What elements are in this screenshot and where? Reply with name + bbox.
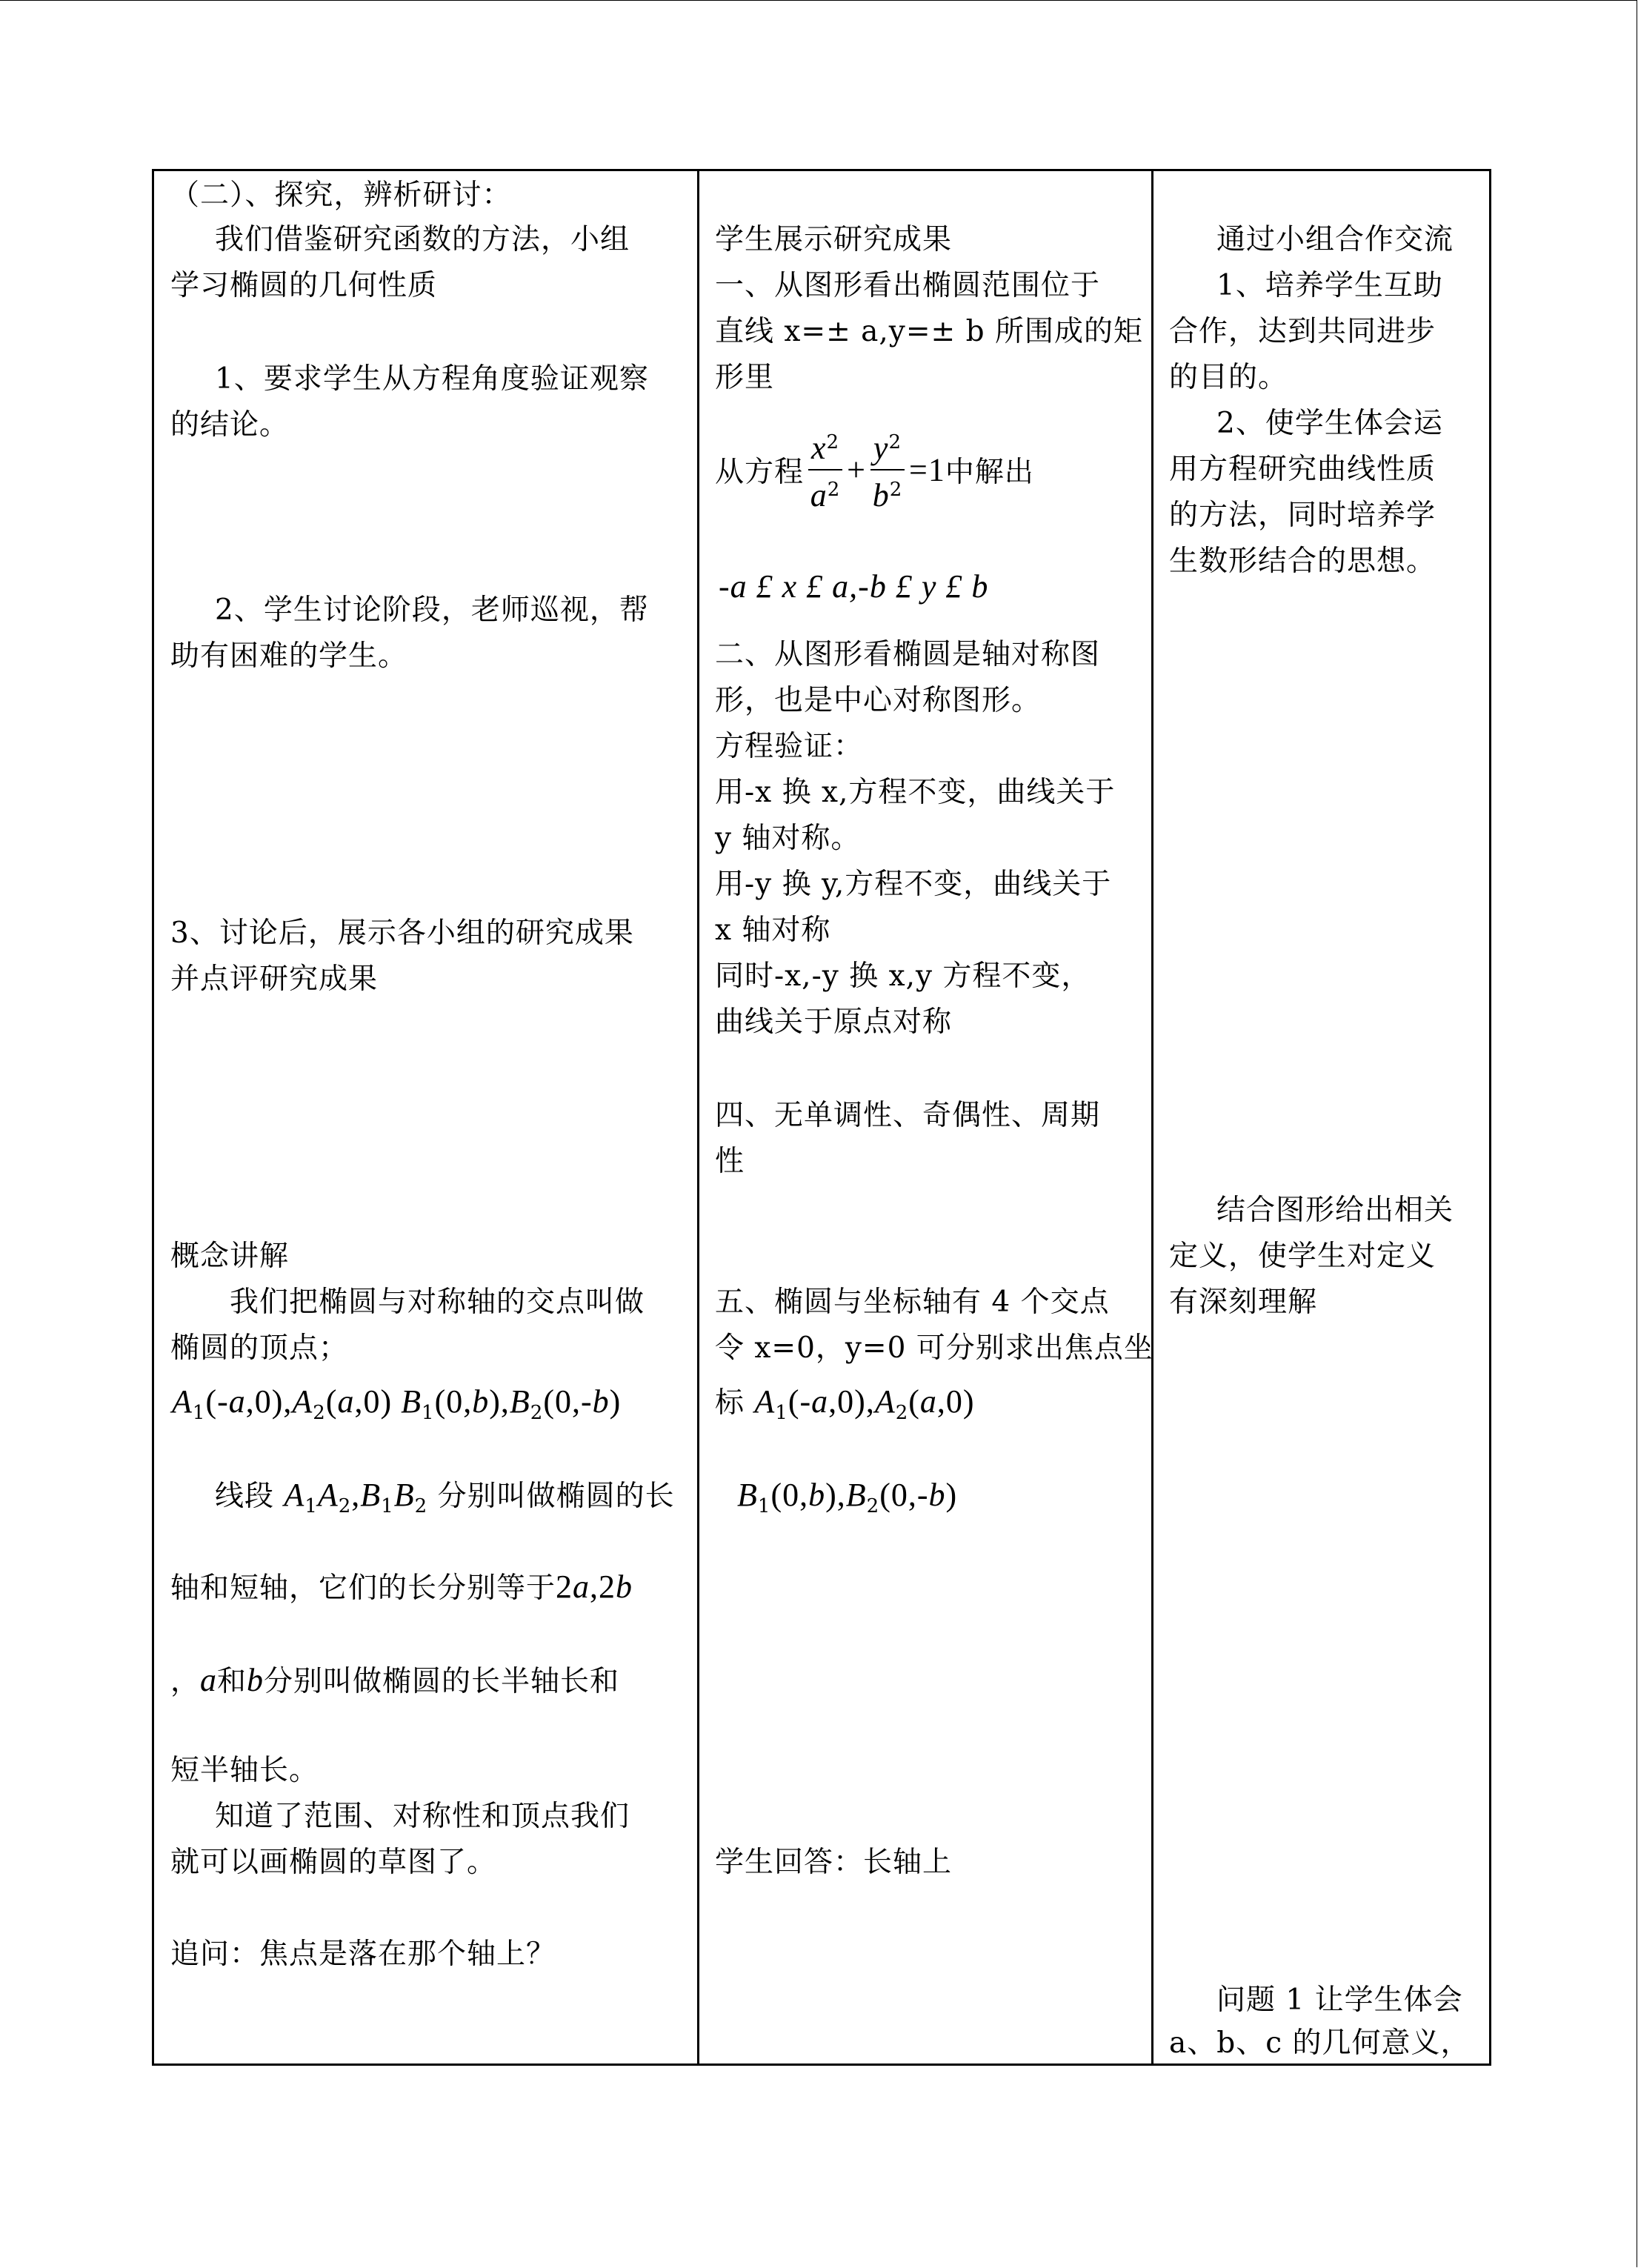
semi-axes-line: ，a和b分别叫做椭圆的长半轴长和: [170, 1662, 620, 1698]
step3-line-2: 并点评研究成果: [170, 962, 379, 996]
sym-y-line-2: x 轴对称: [715, 914, 831, 947]
intent-line-4: 的目的。: [1169, 361, 1288, 394]
follow-up-question: 追问：焦点是落在那个轴上？: [170, 1938, 556, 1971]
step1-line-1: 1、要求学生从方程角度验证观察: [215, 362, 649, 396]
concept-title: 概念讲解: [170, 1240, 290, 1273]
sym-y-line-1: 用-y 换 y,方程不变，曲线关于: [715, 868, 1112, 901]
vertex-def-line-2: 椭圆的顶点；: [170, 1331, 349, 1365]
question-intent-1: 问题 1 让学生体会: [1216, 1983, 1463, 2017]
property-four-line-2: 性: [715, 1145, 745, 1178]
definition-intent-3: 有深刻理解: [1169, 1286, 1318, 1319]
step3-line-1: 3、讨论后，展示各小组的研究成果: [170, 917, 634, 950]
vertex-coordinates: $A_1(-a,0),A_2(a,0)$ $B_1(0,b),B_2(0,-b)$: [172, 1383, 622, 1424]
symmetry-line-2: 形，也是中心对称图形。: [715, 684, 1042, 717]
property-five-line-1: 五、椭圆与坐标轴有 4 个交点: [715, 1286, 1110, 1319]
question-intent-2: a、b、c 的几何意义，: [1169, 2026, 1471, 2060]
results-title: 学生展示研究成果: [715, 223, 953, 256]
symmetry-line-1: 二、从图形看椭圆是轴对称图: [715, 638, 1101, 671]
column-divider-2: [1151, 171, 1153, 2064]
sym-x-line-1: 用-x 换 x,方程不变，曲线关于: [715, 776, 1116, 809]
property-four-line-1: 四、无单调性、奇偶性、周期: [715, 1099, 1101, 1132]
definition-intent-1: 结合图形给出相关: [1216, 1194, 1454, 1227]
intent-line-5: 2、使学生体会运: [1216, 407, 1443, 440]
semi-axes-line-2: 短半轴长。: [170, 1754, 319, 1787]
range-line-2: 直线 x=± a,y=± b 所围成的矩: [715, 315, 1143, 348]
sym-x-line-2: y 轴对称。: [715, 822, 861, 855]
range-line-1: 一、从图形看出椭圆范围位于: [715, 269, 1101, 302]
intent-line-7: 的方法，同时培养学: [1169, 499, 1436, 532]
step2-line-2: 助有困难的学生。: [170, 639, 408, 673]
step2-line-1: 2、学生讨论阶段，老师巡视，帮: [215, 593, 649, 627]
vertex-def-line-1: 我们把椭圆与对称轴的交点叫做: [230, 1286, 645, 1319]
sketch-line-2: 就可以画椭圆的草图了。: [170, 1846, 497, 1879]
step1-line-2: 的结论。: [170, 408, 290, 442]
intent-line-6: 用方程研究曲线性质: [1169, 453, 1436, 486]
column-divider-1: [697, 171, 699, 2064]
sketch-line-1: 知道了范围、对称性和顶点我们: [215, 1800, 630, 1833]
sym-origin-line-2: 曲线关于原点对称: [715, 1005, 953, 1039]
sym-origin-line-1: 同时-x,-y 换 x,y 方程不变，: [715, 960, 1091, 993]
segment-line: 线段 $A_1A_2,B_1B_2$ 分别叫做椭圆的长: [215, 1477, 675, 1517]
range-inequality: -a £ x £ a,-b £ y £ b: [719, 568, 989, 605]
verify-label: 方程验证：: [715, 730, 864, 763]
intent-line-3: 合作，达到共同进步: [1169, 315, 1436, 348]
range-line-3: 形里: [715, 361, 775, 394]
axes-length-line: 轴和短轴，它们的长分别等于2a,2b: [170, 1569, 633, 1605]
ellipse-equation-line: 从方程 $\frac{x^2}{a^2}$ + $\frac{y^2}{b^2}$ =1中解出: [715, 423, 1034, 516]
definition-intent-2: 定义，使学生对定义: [1169, 1240, 1436, 1273]
intersection-points-b: $B_1(0,b),B_2(0,-b)$: [737, 1477, 958, 1517]
intro-line-2: 学习椭圆的几何性质: [170, 269, 438, 302]
intro-line-1: 我们借鉴研究函数的方法，小组: [215, 223, 630, 256]
section-heading: （二）、探究，辨析研讨：: [170, 179, 512, 212]
intent-line-8: 生数形结合的思想。: [1169, 545, 1436, 578]
intersection-points-a: 标 $A_1(-a,0),A_2(a,0)$: [715, 1383, 975, 1424]
property-five-line-2: 令 x=0，y=0 可分别求出焦点坐: [715, 1331, 1153, 1365]
intent-line-1: 通过小组合作交流: [1216, 223, 1454, 256]
student-answer: 学生回答：长轴上: [715, 1846, 953, 1879]
intent-line-2: 1、培养学生互助: [1216, 269, 1443, 302]
lesson-table: [152, 169, 1491, 2066]
